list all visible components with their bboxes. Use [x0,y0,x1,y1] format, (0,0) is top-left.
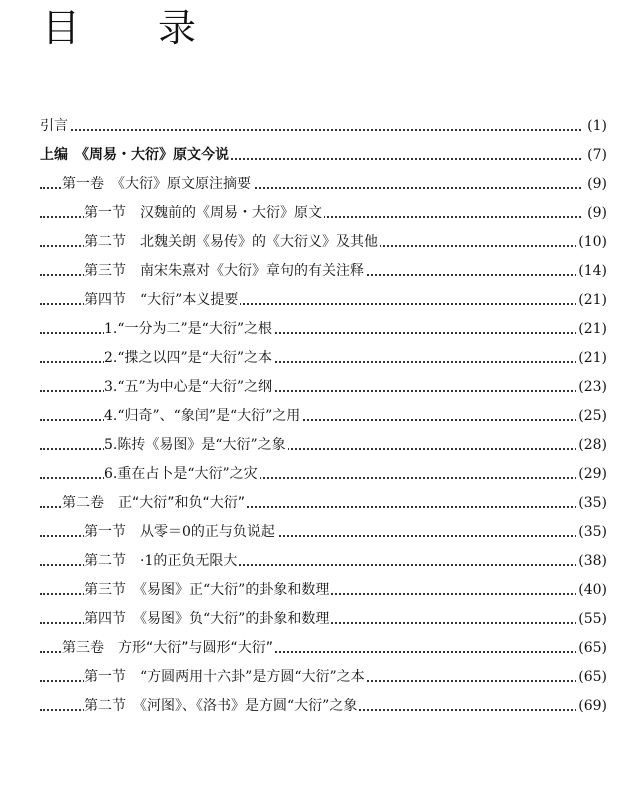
toc-entry-section[interactable] [0,261,633,281]
toc-entry-label: 第一节 “方圆两用十六卦”是方圆“大衍”之本 [84,669,365,685]
toc-entry-page: (21) [578,321,607,337]
toc-entry-part-one[interactable] [0,145,633,165]
toc-entry-volume-one[interactable] [0,174,633,194]
toc-entry-section[interactable] [0,551,633,571]
toc-entry-page: (23) [578,379,607,395]
toc-entry-section[interactable] [0,290,633,310]
toc-entry-page: (28) [578,437,607,453]
toc-entry-page: (55) [578,611,607,627]
toc-entry-page: (69) [578,698,607,714]
toc-entry-subsection[interactable] [0,464,633,484]
toc-entry-page: (35) [578,524,607,540]
toc-entry-label: 第四节 “大衍”本义提要 [84,292,239,308]
toc-entry-page: (35) [578,495,607,511]
toc-entry-label: 1.“一分为二”是“大衍”之根 [104,321,272,337]
toc-entry-label: 上编 《周易・大衍》原文今说 [40,147,229,163]
toc-entry-label: 引言 [40,118,68,134]
toc-entry-page: (21) [578,292,607,308]
toc-entry-page: (7) [587,147,607,163]
toc-entry-subsection[interactable] [0,377,633,397]
toc-entry-page: (9) [587,176,607,192]
toc-entry-introduction[interactable] [0,116,633,136]
toc-entry-page: (29) [578,466,607,482]
toc-entry-page: (10) [578,234,607,250]
toc-entry-label: 2.“揲之以四”是“大衍”之本 [104,350,272,366]
toc-entry-section[interactable] [0,609,633,629]
toc-entry-page: (65) [578,669,607,685]
toc-entry-label: 5.陈抟《易图》是“大衍”之象 [104,437,286,453]
toc-entry-label: 第二节 《河图》、《洛书》是方圆“大衍”之象 [84,698,358,714]
toc-entry-subsection[interactable] [0,406,633,426]
toc-entry-subsection[interactable] [0,435,633,455]
toc-entry-page: (1) [587,118,607,134]
toc-entry-section[interactable] [0,580,633,600]
toc-entry-label: 第二卷 正“大衍”和负“大衍” [62,495,246,511]
toc-entry-volume-three[interactable] [0,638,633,658]
toc-leader-dots [40,129,581,131]
toc-entry-label: 6.重在占卜是“大衍”之灾 [104,466,258,482]
page-title-char-2: 录 [158,6,197,50]
toc-entry-label: 第一节 汉魏前的《周易・大衍》原文 [84,205,322,221]
toc-entry-subsection[interactable] [0,348,633,368]
toc-entry-section[interactable] [0,203,633,223]
toc-entry-section[interactable] [0,232,633,252]
toc-entry-page: (65) [578,640,607,656]
toc-entry-label: 第一节 从零＝0的正与负说起 [84,524,275,540]
toc-entry-label: 3.“五”为中心是“大衍”之纲 [104,379,272,395]
toc-entry-page: (38) [578,553,607,569]
toc-entry-page: (21) [578,350,607,366]
toc-entry-label: 第四节 《易图》负“大衍”的卦象和数理 [84,611,330,627]
toc-entry-page: (25) [578,408,607,424]
toc-entry-label: 4.“归奇”、“象闰”是“大衍”之用 [104,408,301,424]
toc-entry-page: (40) [578,582,607,598]
toc-entry-page: (9) [587,205,607,221]
toc-entry-volume-two[interactable] [0,493,633,513]
page-title-char-1: 目 [42,6,81,50]
toc-entry-section[interactable] [0,696,633,716]
toc-entry-subsection[interactable] [0,319,633,339]
toc-entry-label: 第一卷 《大衍》原文原注摘要 [62,176,251,192]
toc-entry-label: 第三卷 方形“大衍”与圆形“大衍” [62,640,274,656]
toc-entry-label: 第三节 《易图》正“大衍”的卦象和数理 [84,582,330,598]
toc-entry-label: 第二节 北魏关朗《易传》的《大衍义》及其他 [84,234,378,250]
toc-entry-label: 第三节 南宋朱熹对《大衍》章句的有关注释 [84,263,364,279]
toc-entry-section[interactable] [0,667,633,687]
toc-entry-section[interactable] [0,522,633,542]
toc-entry-label: 第二节 ·1的正负无限大 [84,553,238,569]
toc-entry-page: (14) [578,263,607,279]
